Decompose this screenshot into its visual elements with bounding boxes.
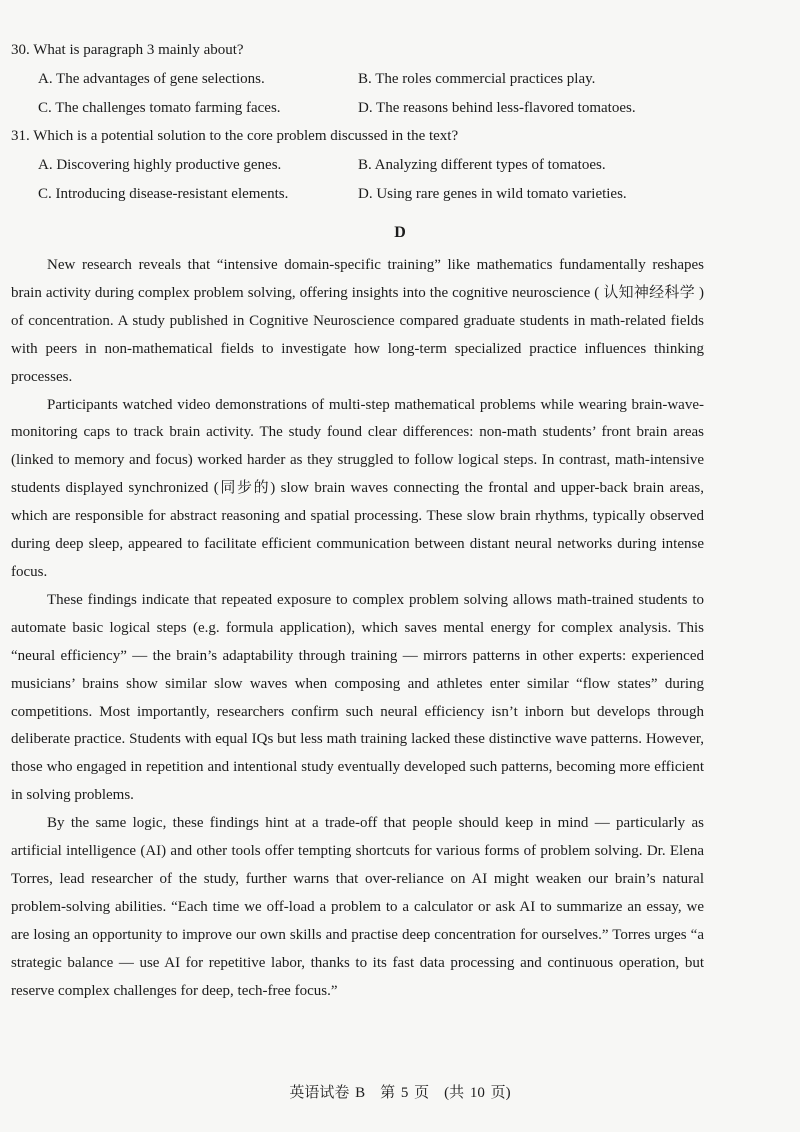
- question-31-option-a: A. Discovering highly productive genes.: [38, 157, 282, 173]
- passage-paragraph-2: Participants watched video demonstrations of multi-step mathematical problems while wearing brain-wave-monitoring caps to track brain activity. The study found clear differences: non-math students’ front brain areas (linked to memory and focus) worked harder as they struggled to follow logical steps. In contrast, math-intensive students displayed synchronized (同步的) slow brain waves connecting the frontal and upper-back brain areas, which are responsible for abstract reasoning and spatial processing. These slow brain rhythms, typically observed during deep sleep, appeared to facilitate efficient communication between distant neural networks during intense focus.: [11, 396, 704, 580]
- section-title: D: [394, 224, 406, 241]
- passage-paragraph-4: By the same logic, these findings hint at a trade-off that people should keep in mind — particularly as artificial intelligence (AI) and other tools offer tempting shortcuts for various forms of problem solving. Dr. Elena Torres, lead researcher of the study, further warns that over-reliance on AI might weaken our brain’s natural problem-solving abilities. “Each time we off-load a problem to a calculator or ask AI to summarize an essay, we are losing an opportunity to improve our own skills and practise deep concentration for ourselves.” Torres urges “a strategic balance — use AI for repetitive labor, thanks to its fast data processing and continuous operation, but reserve complex challenges for deep, tech-free focus.”: [11, 815, 704, 999]
- question-31-option-c: C. Introducing disease-resistant elements.: [38, 186, 289, 202]
- reading-passage: [11, 252, 704, 1005]
- question-30-stem: 30. What is paragraph 3 mainly about?: [11, 42, 244, 58]
- question-30-option-b: B. The roles commercial practices play.: [358, 71, 596, 87]
- page-footer: 英语试卷 B 第 5 页 (共 10 页): [289, 1085, 511, 1101]
- question-30-option-c: C. The challenges tomato farming faces.: [38, 100, 281, 116]
- question-31-stem: 31. Which is a potential solution to the core problem discussed in the text?: [11, 128, 459, 144]
- question-31-option-b: B. Analyzing different types of tomatoes.: [358, 157, 606, 173]
- question-30-option-a: A. The advantages of gene selections.: [38, 71, 265, 87]
- passage-paragraph-3: These findings indicate that repeated exposure to complex problem solving allows math-trained students to automate basic logical steps (e.g. formula application), which saves mental energy for complex analysis. This “neural efficiency” — the brain’s adaptability through training — mirrors patterns in other experts: experienced musicians’ brains show similar slow waves when composing and athletes enter similar “flow states” during competitions. Most importantly, researchers confirm such neural efficiency isn’t inborn but develops through deliberate practice. Students with equal IQs but less math training lacked these distinctive wave patterns. However, those who engaged in repetition and intentional study eventually developed such patterns, becoming more efficient in solving problems.: [11, 591, 704, 804]
- question-30-option-d: D. The reasons behind less-flavored tomatoes.: [358, 100, 636, 116]
- passage-paragraph-1: New research reveals that “intensive domain-specific training” like mathematics fundamentally reshapes brain activity during complex problem solving, offering insights into the cognitive neuroscience ( 认知神经科学 ) of concentration. A study published in Cognitive Neuroscience compared graduate students in math-related fields with peers in non-mathematical fields to investigate how long-term specialized practice influences thinking processes.: [11, 257, 704, 385]
- question-31-option-d: D. Using rare genes in wild tomato varieties.: [358, 186, 627, 202]
